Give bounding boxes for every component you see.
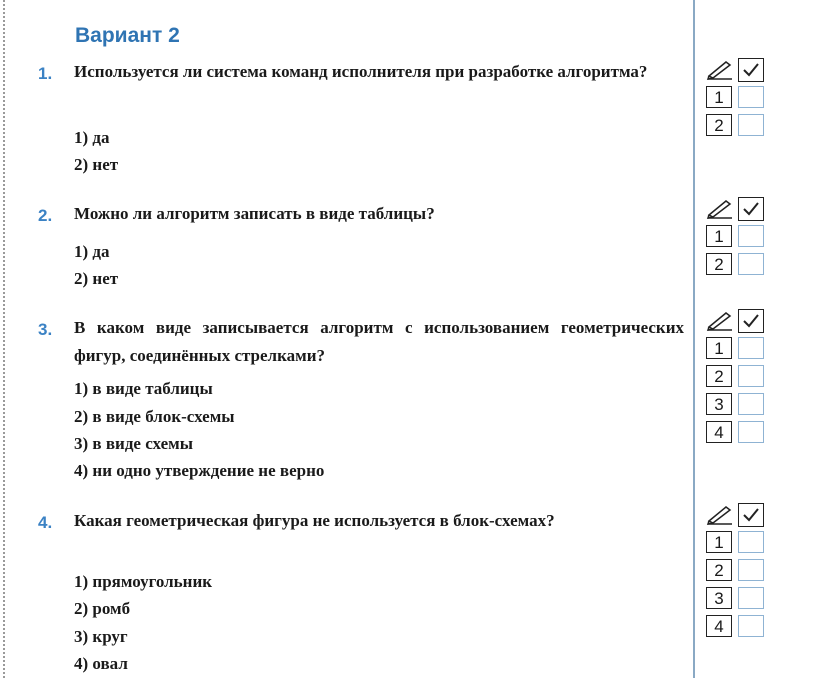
- answer-option: 2) нет: [74, 269, 119, 288]
- answer-option: 4) ни одно утверждение не верно: [74, 461, 325, 480]
- option-number-box: 3: [706, 587, 732, 609]
- check-box[interactable]: [738, 503, 764, 527]
- answer-option: 4) овал: [74, 654, 128, 673]
- pencil-icon: [706, 58, 734, 80]
- answer-checkbox-4[interactable]: [738, 421, 764, 443]
- answer-option: 1) да: [74, 128, 110, 147]
- answer-checkbox-1[interactable]: [738, 225, 764, 247]
- answer-option: 2) нет: [74, 155, 119, 174]
- question-text: В каком виде записывается алгоритм с использованием геометрических фигур, соединённых стрелками?: [74, 318, 684, 365]
- answer-checkbox-3[interactable]: [738, 393, 764, 415]
- answer-checkbox-2[interactable]: [738, 253, 764, 275]
- answer-checkbox-2[interactable]: [738, 114, 764, 136]
- answer-option: 1) прямоугольник: [74, 572, 213, 591]
- question-text: Какая геометрическая фигура не используется в блок-схемах?: [74, 511, 555, 530]
- answer-checkbox-2[interactable]: [738, 365, 764, 387]
- option-number-box: 2: [706, 114, 732, 136]
- check-icon: [742, 62, 760, 78]
- answer-column-divider: [693, 0, 695, 678]
- question-number: 4.: [38, 513, 53, 532]
- option-number-box: 1: [706, 531, 732, 553]
- check-box[interactable]: [738, 58, 764, 82]
- answer-checkbox-1[interactable]: [738, 531, 764, 553]
- answer-option: 3) круг: [74, 627, 128, 646]
- answer-checkbox-1[interactable]: [738, 337, 764, 359]
- answer-checkbox-2[interactable]: [738, 559, 764, 581]
- option-number-box: 1: [706, 225, 732, 247]
- pencil-icon: [706, 309, 734, 331]
- answer-option: 1) в виде таблицы: [74, 379, 213, 398]
- pencil-icon: [706, 197, 734, 219]
- answer-checkbox-1[interactable]: [738, 86, 764, 108]
- check-box[interactable]: [738, 197, 764, 221]
- check-icon: [742, 507, 760, 523]
- question-text: Используется ли система команд исполнителя при разработке алгоритма?: [74, 62, 648, 81]
- option-number-box: 2: [706, 253, 732, 275]
- answer-option: 2) ромб: [74, 599, 131, 618]
- question-text: Можно ли алгоритм записать в виде таблицы?: [74, 204, 435, 223]
- left-margin-dotted-line: [3, 0, 5, 678]
- check-icon: [742, 201, 760, 217]
- option-number-box: 2: [706, 559, 732, 581]
- answer-option: 3) в виде схемы: [74, 434, 194, 453]
- option-number-box: 3: [706, 393, 732, 415]
- question-number: 2.: [38, 206, 53, 225]
- answer-checkbox-3[interactable]: [738, 587, 764, 609]
- option-number-box: 1: [706, 86, 732, 108]
- answer-option: 2) в виде блок-схемы: [74, 407, 235, 426]
- option-number-box: 4: [706, 421, 732, 443]
- option-number-box: 1: [706, 337, 732, 359]
- check-icon: [742, 313, 760, 329]
- option-number-box: 4: [706, 615, 732, 637]
- question-number: 3.: [38, 320, 53, 339]
- option-number-box: 2: [706, 365, 732, 387]
- variant-title: Вариант 2: [75, 24, 180, 47]
- answer-checkbox-4[interactable]: [738, 615, 764, 637]
- answer-option: 1) да: [74, 242, 110, 261]
- pencil-icon: [706, 503, 734, 525]
- check-box[interactable]: [738, 309, 764, 333]
- question-number: 1.: [38, 64, 53, 83]
